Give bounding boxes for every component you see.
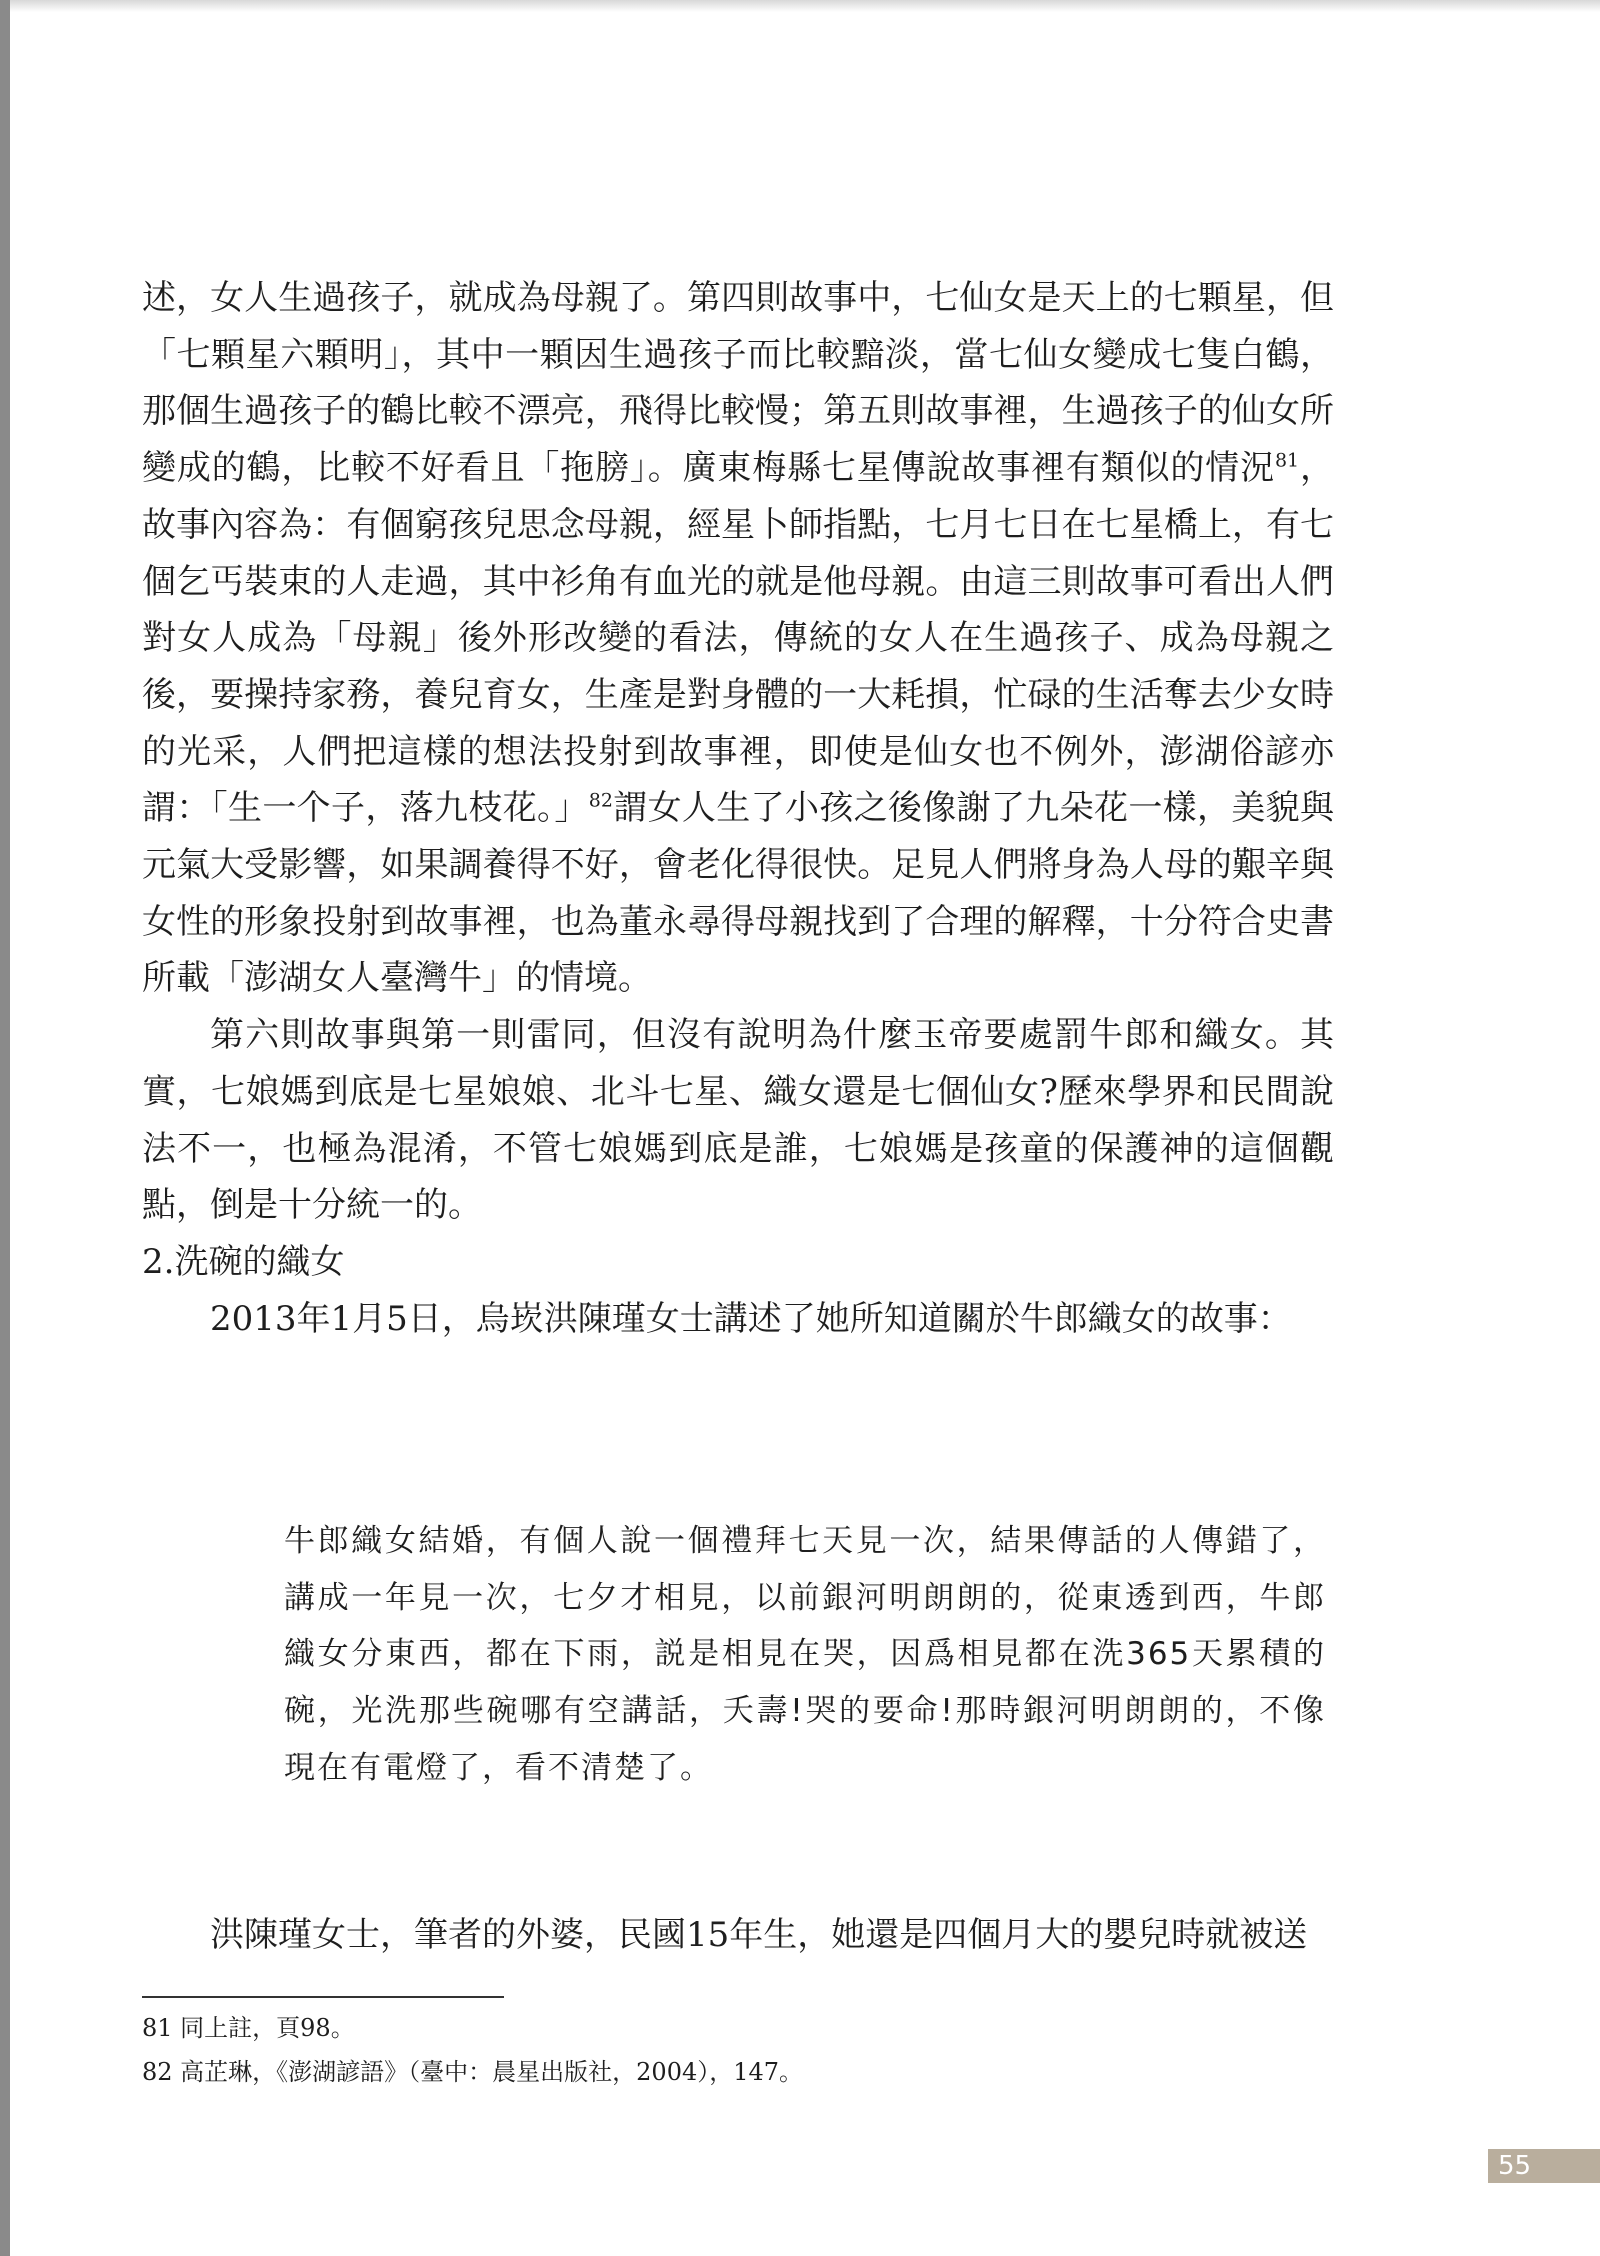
footnote-82: 82 高芷琳，《澎湖諺語》（臺中：晨星出版社，2004），147。 bbox=[142, 2058, 804, 2086]
footnote-ref-81[interactable]: 81 bbox=[1274, 449, 1300, 472]
scan-shadow bbox=[10, 0, 1600, 12]
paragraph-1-part-a: 述，女人生過孩子，就成為母親了。第四則故事中，七仙女是天上的七顆星，但「七顆星六顆明」，其中一顆因生過孩子而比較黯淡，當七仙女變成七隻白鶴，那個生過孩子的鶴比較不漂亮，飛得比較慢；第五則故事裡，生過孩子的仙女所變成的鶴，比較不好看且「拖膀」。廣東梅縣七星傳說故事裡有類似的情況 bbox=[142, 278, 1334, 489]
footnote-81: 81 同上註，頁98。 bbox=[142, 2014, 355, 2042]
main-text bbox=[142, 270, 1334, 1347]
paragraph-2: 第六則故事與第一則雷同，但沒有說明為什麼玉帝要處罰牛郎和織女。其實，七娘媽到底是七星娘娘、北斗七星、織女還是七個仙女?歷來學界和民間說法不一，也極為混淆，不管七娘媽到底是誰，七娘媽是孩童的保護神的這個觀點，倒是十分統一的。 bbox=[142, 1015, 1334, 1226]
page-edge bbox=[0, 0, 10, 2256]
paragraph-1 bbox=[142, 270, 1334, 1007]
paragraph-4-container bbox=[142, 1907, 1334, 1964]
paragraph-3: 2013年1月5日，烏崁洪陳瑾女士講述了她所知道關於牛郎織女的故事： bbox=[210, 1298, 1292, 1339]
paragraph-1-part-c: 謂女人生了小孩之後像謝了九朵花一樣，美貌與元氣大受影響，如果調養得不好，會老化得很快。足見人們將身為人母的艱辛與女性的形象投射到故事裡，也為董永尋得母親找到了合理的解釋，十分符合史書所載「澎湖女人臺灣牛」的情境。 bbox=[142, 788, 1335, 999]
page-number: 55 bbox=[1488, 2149, 1600, 2183]
paragraph-4: 洪陳瑾女士，筆者的外婆，民國15年生，她還是四個月大的嬰兒時就被送 bbox=[210, 1915, 1308, 1955]
footnotes bbox=[142, 2006, 1242, 2094]
footnote-divider bbox=[142, 1996, 504, 1998]
paragraph-1-part-b: ，故事內容為：有個窮孩兒思念母親，經星卜師指點，七月七日在七星橋上，有七個乞丐裝束的人走過，其中衫角有血光的就是他母親。由這三則故事可看出人們對女人成為「母親」後外形改變的看法，傳統的女人在生過孩子、成為母親之後，要操持家務，養兒育女，生產是對身體的一大耗損，忙碌的生活奪去少女時的光采，人們把這樣的想法投射到故事裡，即使是仙女也不例外，澎湖俗諺亦謂：「生一个子，落九枝花。」 bbox=[142, 448, 1335, 829]
quote-text: 牛郎織女結婚，有個人說一個禮拜七天見一次，結果傳話的人傳錯了，講成一年見一次，七夕才相見，以前銀河明朗朗的，從東透到西，牛郎織女分東西，都在下雨，説是相見在哭，因爲相見都在洗365天累積的碗，光洗那些碗哪有空講話，夭壽!哭的要命!那時銀河明朗朗的，不像現在有電燈了，看不清楚了。 bbox=[284, 1523, 1326, 1786]
footnote-ref-82[interactable]: 82 bbox=[588, 790, 613, 812]
section-heading: 2.洗碗的織女 bbox=[142, 1241, 345, 1282]
block-quote bbox=[284, 1513, 1326, 1797]
